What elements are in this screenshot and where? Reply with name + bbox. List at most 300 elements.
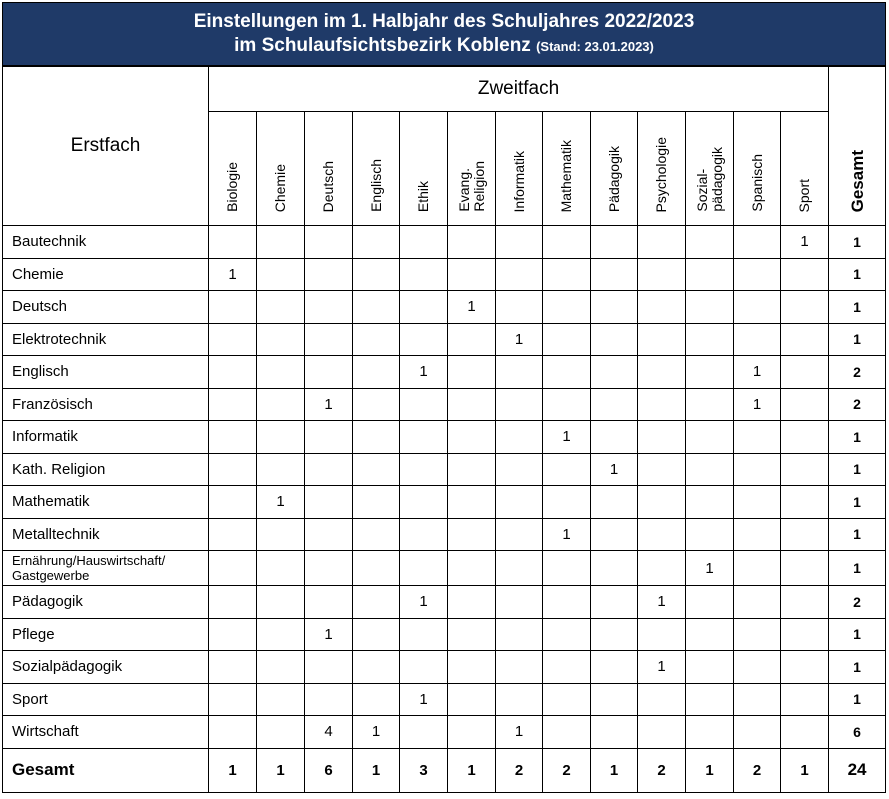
- row-total: 1: [829, 323, 886, 356]
- column-total: 1: [448, 748, 496, 792]
- row-total: 1: [829, 486, 886, 519]
- table-row: [3, 518, 886, 551]
- table-cell: [257, 258, 305, 291]
- table-row: [3, 618, 886, 651]
- table-cell: 1: [686, 551, 734, 586]
- table-cell: [781, 651, 829, 684]
- table-cell: [209, 551, 257, 586]
- erstfach-header: Erstfach: [3, 67, 209, 226]
- table-cell: [448, 651, 496, 684]
- row-total: 1: [829, 518, 886, 551]
- totals-label: Gesamt: [3, 748, 209, 792]
- table-cell: [448, 388, 496, 421]
- table-cell: [448, 323, 496, 356]
- table-cell: [400, 226, 448, 259]
- table-cell: [781, 258, 829, 291]
- table-cell: [448, 618, 496, 651]
- row-total: 6: [829, 716, 886, 749]
- table-cell: [496, 618, 543, 651]
- table-cell: [543, 323, 591, 356]
- table-cell: [543, 226, 591, 259]
- title-line-1: Einstellungen im 1. Halbjahr des Schuljahres 2022/2023: [193, 11, 695, 32]
- table-cell: [400, 453, 448, 486]
- table-cell: [448, 356, 496, 389]
- row-total: 1: [829, 258, 886, 291]
- table-row: [3, 226, 886, 259]
- column-total: 1: [686, 748, 734, 792]
- table-cell: [781, 551, 829, 586]
- table-cell: [496, 586, 543, 619]
- table-cell: [591, 683, 638, 716]
- table-cell: [591, 356, 638, 389]
- column-total: 6: [305, 748, 353, 792]
- table-cell: [496, 291, 543, 324]
- table-cell: [686, 356, 734, 389]
- table-cell: [496, 453, 543, 486]
- title-stand-date: (Stand: 23.01.2023): [536, 39, 654, 54]
- table-cell: [257, 291, 305, 324]
- table-cell: [305, 323, 353, 356]
- table-cell: 1: [400, 586, 448, 619]
- table-cell: [686, 586, 734, 619]
- column-total: 2: [638, 748, 686, 792]
- table-cell: [209, 683, 257, 716]
- table-cell: [638, 291, 686, 324]
- table-cell: [400, 486, 448, 519]
- column-header: [734, 112, 781, 226]
- column-header-label: Biologie: [224, 162, 240, 212]
- table-cell: [543, 683, 591, 716]
- table-cell: [543, 586, 591, 619]
- table-cell: [781, 453, 829, 486]
- table-cell: [781, 683, 829, 716]
- table-cell: 1: [400, 683, 448, 716]
- table-cell: 1: [305, 388, 353, 421]
- column-total: 1: [591, 748, 638, 792]
- table-cell: [209, 716, 257, 749]
- table-cell: [734, 226, 781, 259]
- gesamt-column-header: [829, 67, 886, 226]
- table-cell: [543, 551, 591, 586]
- row-total: 1: [829, 651, 886, 684]
- row-label: Französisch: [3, 388, 209, 421]
- title-line-2: [3, 34, 885, 59]
- column-header-label: Pädagogik: [605, 145, 622, 212]
- table-row: [3, 586, 886, 619]
- table-cell: [781, 323, 829, 356]
- table-cell: [257, 323, 305, 356]
- row-label: Ernährung/Hauswirtschaft/ Gastgewerbe: [3, 551, 209, 586]
- table-cell: [305, 226, 353, 259]
- row-total: 2: [829, 388, 886, 421]
- table-cell: 1: [543, 518, 591, 551]
- table-cell: [400, 551, 448, 586]
- table-cell: [734, 586, 781, 619]
- table-cell: [209, 226, 257, 259]
- table-cell: [209, 586, 257, 619]
- table-cell: [353, 618, 400, 651]
- row-label: Bautechnik: [3, 226, 209, 259]
- table-cell: [209, 323, 257, 356]
- table-cell: [448, 586, 496, 619]
- row-label: Sport: [3, 683, 209, 716]
- table-row: [3, 716, 886, 749]
- table-cell: [781, 518, 829, 551]
- table-row: [3, 356, 886, 389]
- table-cell: [638, 518, 686, 551]
- table-cell: [734, 291, 781, 324]
- table-cell: 1: [638, 651, 686, 684]
- column-header: [591, 112, 638, 226]
- table-cell: [543, 258, 591, 291]
- row-label: Kath. Religion: [3, 453, 209, 486]
- table-cell: [209, 518, 257, 551]
- table-cell: [257, 651, 305, 684]
- gesamt-column-label: Gesamt: [847, 149, 867, 212]
- row-total: 1: [829, 226, 886, 259]
- row-label: Mathematik: [3, 486, 209, 519]
- column-header: [781, 112, 829, 226]
- table-row: [3, 258, 886, 291]
- table-cell: [448, 518, 496, 551]
- column-header-label: Chemie: [272, 163, 288, 212]
- column-total: 2: [734, 748, 781, 792]
- table-cell: [686, 683, 734, 716]
- column-header-label: Evang. Religion: [455, 161, 487, 212]
- table-cell: [496, 683, 543, 716]
- row-label: Pflege: [3, 618, 209, 651]
- table-cell: [591, 388, 638, 421]
- table-cell: [543, 356, 591, 389]
- zweitfach-header: Zweitfach: [209, 67, 829, 112]
- table-cell: [353, 421, 400, 454]
- table-title: [2, 2, 886, 66]
- table-cell: [353, 291, 400, 324]
- column-header: [257, 112, 305, 226]
- column-header-label: Deutsch: [320, 160, 336, 212]
- table-cell: [591, 258, 638, 291]
- column-total: 3: [400, 748, 448, 792]
- table-cell: 1: [734, 356, 781, 389]
- table-cell: [591, 421, 638, 454]
- table-cell: [734, 518, 781, 551]
- table-cell: [686, 291, 734, 324]
- table-cell: [209, 453, 257, 486]
- row-label: Metalltechnik: [3, 518, 209, 551]
- table-row: [3, 683, 886, 716]
- table-cell: [305, 453, 353, 486]
- table-cell: [209, 291, 257, 324]
- table-cell: [305, 518, 353, 551]
- table-cell: [591, 716, 638, 749]
- table-cell: [353, 551, 400, 586]
- column-header: [448, 112, 496, 226]
- table-cell: [496, 388, 543, 421]
- column-total: 1: [257, 748, 305, 792]
- table-cell: 4: [305, 716, 353, 749]
- table-cell: [353, 453, 400, 486]
- table-cell: [686, 486, 734, 519]
- row-total: 1: [829, 453, 886, 486]
- table-row: [3, 388, 886, 421]
- column-total: 1: [209, 748, 257, 792]
- table-cell: [591, 651, 638, 684]
- table-cell: [305, 486, 353, 519]
- table-cell: [734, 651, 781, 684]
- table-body: [3, 226, 886, 793]
- row-label: Sozialpädagogik: [3, 651, 209, 684]
- table-cell: [305, 258, 353, 291]
- grand-total: 24: [829, 748, 886, 792]
- table-cell: [543, 388, 591, 421]
- row-total: 1: [829, 291, 886, 324]
- table-cell: [496, 551, 543, 586]
- column-header: [686, 112, 734, 226]
- table-cell: [638, 551, 686, 586]
- table-cell: [638, 226, 686, 259]
- table-cell: [638, 683, 686, 716]
- table-cell: [448, 226, 496, 259]
- row-label: Chemie: [3, 258, 209, 291]
- table-cell: [257, 551, 305, 586]
- table-cell: 1: [543, 421, 591, 454]
- table-cell: [591, 486, 638, 519]
- column-header-label: Englisch: [367, 159, 384, 212]
- table-cell: [591, 323, 638, 356]
- table-cell: 1: [638, 586, 686, 619]
- row-label: Elektrotechnik: [3, 323, 209, 356]
- table-cell: [353, 258, 400, 291]
- table-cell: [400, 323, 448, 356]
- table-cell: [305, 586, 353, 619]
- table-cell: [543, 618, 591, 651]
- table-cell: [400, 421, 448, 454]
- table-cell: [734, 683, 781, 716]
- table-cell: [686, 226, 734, 259]
- table-cell: [257, 586, 305, 619]
- table-cell: [257, 421, 305, 454]
- table-row: [3, 453, 886, 486]
- table-cell: [638, 356, 686, 389]
- table-cell: 1: [209, 258, 257, 291]
- table-cell: [496, 226, 543, 259]
- table-cell: [257, 388, 305, 421]
- table-cell: [353, 518, 400, 551]
- row-label: Deutsch: [3, 291, 209, 324]
- table-cell: [781, 486, 829, 519]
- column-header-label: Informatik: [510, 150, 527, 212]
- table-cell: [400, 618, 448, 651]
- table-cell: [734, 551, 781, 586]
- table-cell: [781, 421, 829, 454]
- table-cell: [257, 226, 305, 259]
- table-cell: [209, 618, 257, 651]
- table-row: [3, 323, 886, 356]
- row-label: Wirtschaft: [3, 716, 209, 749]
- table-row: [3, 651, 886, 684]
- row-total: 2: [829, 356, 886, 389]
- table-cell: [353, 651, 400, 684]
- table-cell: 1: [496, 323, 543, 356]
- table-cell: [209, 356, 257, 389]
- table-cell: [353, 586, 400, 619]
- column-header-label: Sozial- pädagogik: [693, 147, 725, 212]
- table-cell: [448, 421, 496, 454]
- column-total: 2: [496, 748, 543, 792]
- table-cell: [400, 388, 448, 421]
- row-label: Pädagogik: [3, 586, 209, 619]
- table-cell: 1: [496, 716, 543, 749]
- table-cell: [638, 421, 686, 454]
- table-cell: [257, 683, 305, 716]
- table-cell: [209, 486, 257, 519]
- table-cell: [209, 388, 257, 421]
- table-cell: [686, 651, 734, 684]
- table-cell: [305, 651, 353, 684]
- table-cell: 1: [305, 618, 353, 651]
- table-cell: [448, 486, 496, 519]
- column-total: 2: [543, 748, 591, 792]
- table-cell: [353, 356, 400, 389]
- table-cell: 1: [257, 486, 305, 519]
- table-cell: [638, 453, 686, 486]
- table-cell: [638, 388, 686, 421]
- table-cell: [734, 618, 781, 651]
- table-cell: [734, 716, 781, 749]
- table-cell: [734, 453, 781, 486]
- table-cell: [305, 291, 353, 324]
- table-cell: [686, 388, 734, 421]
- table-cell: [305, 551, 353, 586]
- table-cell: [543, 716, 591, 749]
- table-cell: [448, 683, 496, 716]
- table-cell: [257, 518, 305, 551]
- table-cell: [543, 486, 591, 519]
- table-cell: [448, 453, 496, 486]
- column-header: [353, 112, 400, 226]
- table-cell: 1: [353, 716, 400, 749]
- table-cell: [257, 356, 305, 389]
- table-cell: [781, 586, 829, 619]
- table-cell: [781, 388, 829, 421]
- table-cell: [734, 258, 781, 291]
- column-header-label: Spanisch: [748, 154, 765, 212]
- table-cell: [734, 486, 781, 519]
- table-row: [3, 421, 886, 454]
- table-cell: 1: [448, 291, 496, 324]
- table-cell: [353, 486, 400, 519]
- table-cell: [686, 453, 734, 486]
- column-header: [543, 112, 591, 226]
- column-header-label: Mathematik: [558, 139, 574, 212]
- table-cell: [496, 518, 543, 551]
- table-cell: [638, 323, 686, 356]
- table-cell: 1: [734, 388, 781, 421]
- table-cell: [781, 716, 829, 749]
- table-cell: [686, 323, 734, 356]
- table-cell: [781, 291, 829, 324]
- table-cell: [781, 356, 829, 389]
- table-cell: [686, 421, 734, 454]
- table-cell: [400, 651, 448, 684]
- table-cell: [257, 618, 305, 651]
- table-cell: [686, 618, 734, 651]
- table-cell: [591, 518, 638, 551]
- table-row: [3, 291, 886, 324]
- table-cell: 1: [400, 356, 448, 389]
- column-header: [496, 112, 543, 226]
- row-total: 2: [829, 586, 886, 619]
- table-cell: [496, 651, 543, 684]
- table-cell: [591, 586, 638, 619]
- table-cell: [781, 618, 829, 651]
- table-cell: [686, 716, 734, 749]
- table-cell: [591, 551, 638, 586]
- column-header: [209, 112, 257, 226]
- column-total: 1: [781, 748, 829, 792]
- table-row: [3, 486, 886, 519]
- table-cell: [448, 551, 496, 586]
- column-header: [400, 112, 448, 226]
- table-cell: [448, 258, 496, 291]
- table-cell: [543, 291, 591, 324]
- row-total: 1: [829, 618, 886, 651]
- column-header-label: Sport: [796, 178, 813, 212]
- row-total: 1: [829, 683, 886, 716]
- page: [2, 2, 886, 796]
- row-label: Informatik: [3, 421, 209, 454]
- table-cell: [734, 421, 781, 454]
- table-cell: [257, 716, 305, 749]
- table-cell: [353, 683, 400, 716]
- table-cell: [638, 618, 686, 651]
- table-cell: [257, 453, 305, 486]
- column-header: [305, 112, 353, 226]
- column-header-label: Psychologie: [653, 136, 669, 212]
- table-cell: [496, 258, 543, 291]
- table-cell: [591, 226, 638, 259]
- table-cell: [209, 421, 257, 454]
- table-cell: [734, 323, 781, 356]
- column-header: [638, 112, 686, 226]
- table-cell: [496, 356, 543, 389]
- table-cell: [448, 716, 496, 749]
- table-cell: [400, 291, 448, 324]
- table-cell: [305, 421, 353, 454]
- table-cell: [353, 226, 400, 259]
- table-cell: [591, 291, 638, 324]
- table-cell: [496, 486, 543, 519]
- table-cell: [686, 518, 734, 551]
- table-cell: [353, 388, 400, 421]
- table-cell: [305, 683, 353, 716]
- table-cell: 1: [591, 453, 638, 486]
- einstellungen-table: [2, 66, 886, 793]
- table-cell: [543, 453, 591, 486]
- row-total: 1: [829, 551, 886, 586]
- table-row: [3, 551, 886, 586]
- table-cell: [209, 651, 257, 684]
- table-cell: [496, 421, 543, 454]
- table-cell: [400, 716, 448, 749]
- table-cell: [305, 356, 353, 389]
- table-cell: [353, 323, 400, 356]
- title-region: im Schulaufsichtsbezirk Koblenz: [234, 35, 531, 56]
- table-cell: [400, 518, 448, 551]
- table-cell: [638, 716, 686, 749]
- table-cell: [638, 486, 686, 519]
- table-cell: [400, 258, 448, 291]
